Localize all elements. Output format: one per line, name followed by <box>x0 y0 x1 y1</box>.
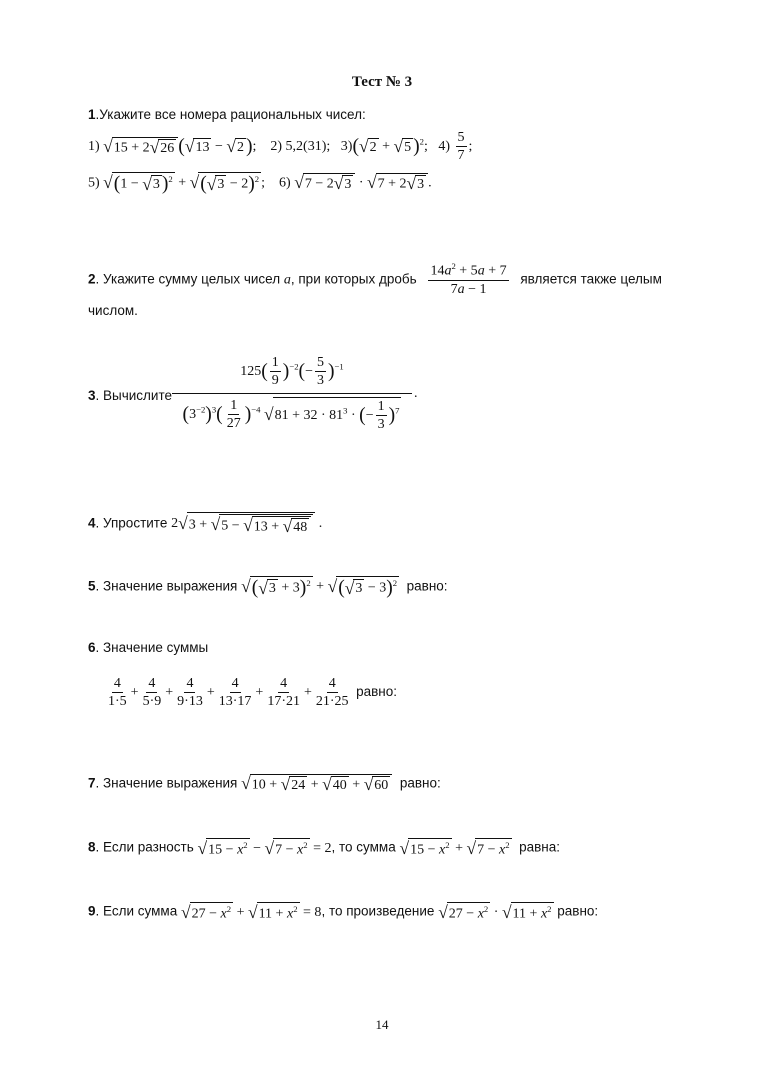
problem-1-text: .Укажите все номера рациональных чисел: <box>95 107 366 122</box>
problem-5-end: равно: <box>406 578 448 594</box>
problem-6-text: . Значение суммы <box>95 640 209 655</box>
problem-2-variable: a <box>283 272 291 288</box>
problem-4-statement: 4. Упростите 2 √ 3 + √ 5 − √ 13 + √ 48 . <box>88 513 323 537</box>
option-3-label: 3) <box>340 139 353 155</box>
option-2-label: 2) 5,2(31); <box>270 139 331 155</box>
problem-8-end: равна: <box>519 839 560 855</box>
option-5-label: 5) <box>88 175 100 191</box>
problem-8-statement: 8. Если разность √ $15 - x^2$ − √ $7 - x^2$ = 2, то сумма √ $15 - x^2$ + √ $7 - x^2$ равна: <box>88 837 560 858</box>
option-4-semicolon: ; <box>468 139 473 155</box>
problem-7-end: равно: <box>399 775 441 791</box>
problem-5-statement: 5. Значение выражения √ ( √ 3 + 3)$^2$ + √ ( √ 3 − 3)$^2$ равно: <box>88 576 448 599</box>
problem-7-number: 7 <box>88 775 96 791</box>
problem-6-end: равно: <box>356 684 397 700</box>
problem-9-number: 9 <box>88 903 96 919</box>
page-title: Тест № 3 <box>351 74 413 90</box>
problem-3-statement <box>88 388 172 403</box>
problem-9-mid: , то произведение <box>321 903 435 919</box>
problem-5-text: . Значение выражения <box>95 578 238 594</box>
problem-3-number: 3 <box>88 388 96 403</box>
problem-7-statement: 7. Значение выражения √ 10 + √ 24 + √ 40 + √ 60 равно: <box>88 773 441 795</box>
problem-7-text: . Значение выражения <box>95 775 238 791</box>
option-4-label: 4) <box>438 139 451 155</box>
problem-1-number: 1 <box>88 107 96 122</box>
problem-6-statement <box>88 640 208 655</box>
page-number: 14 <box>375 1017 389 1032</box>
problem-8-mid: , то сумма <box>331 839 396 855</box>
problem-8-text: . Если разность <box>95 839 194 855</box>
problem-9-end: равно: <box>557 903 599 919</box>
problem-1-line-1: 1) √ 15 + 2 √ 26 ( √ 13 − √ 2 ); 2) 5,2(31); 3)( √ 2 + √ 5 )$^2$; 4) $\frac{5}{7}$ ; <box>88 130 473 164</box>
problem-3-period: . <box>414 386 418 401</box>
problem-8-number: 8 <box>88 839 96 855</box>
problem-5-number: 5 <box>88 578 96 594</box>
problem-6-expression: $\frac{4}{1\cdot 5}$ + $\frac{4}{5\cdot 9}$ + $\frac{4}{9\cdot 13}$ + $\frac{4}{13\cdot 17}$ + $\frac{4}{17\cdot 21}$ + $\frac{4}{21\cdot 25}$ равно: <box>108 676 397 710</box>
problem-6-number: 6 <box>88 640 96 655</box>
problem-2-text: . Укажите сумму целых чисел <box>95 271 281 287</box>
problem-2-statement: 2. Укажите сумму целых чисел a, при которых дробь $\frac{14a^2 + 5a + 7}{7a - 1}$ является также целым <box>88 261 662 298</box>
problem-4-text: . Упростите <box>95 515 168 531</box>
problem-1-statement <box>88 107 366 122</box>
problem-1-line-2: 5) √ (1 − √ 3 )$^2$ + √ ( √ 3 − 2)$^2$ ; 6) √ 7 − 2 √ 3 · √ 7 + 2 √ 3 . <box>88 172 432 195</box>
problem-2-text-3: является также целым <box>520 271 662 287</box>
problem-2-number: 2 <box>88 271 96 287</box>
problem-3-text: . Вычислите <box>95 388 173 403</box>
problem-9-statement: 9. Если сумма √ $27 - x^2$ + √ $11 + x^2$ = 8, то произведение √ $27 - x^2$ · √ $11 + x^2$ равно: <box>88 901 599 922</box>
option-6-label: 6) <box>279 175 291 191</box>
option-1-label: 1) <box>88 139 100 155</box>
problem-4-number: 4 <box>88 515 96 531</box>
problem-2-continuation: числом. <box>88 303 138 318</box>
problem-9-text: . Если сумма <box>95 903 178 919</box>
problem-3-expression: 125( $\frac{1}{9}$ )$^{-2}$(− $\frac{5}{3}$ )$^{-1}$ $(3^{-2})^3$( $\frac{1}{27}$ )$^{-4}$ √ $81 + 32 \cdot 81^3$ · (− $\frac{1}{3}$ )$^7$ <box>172 355 412 433</box>
problem-2-text-2: , при которых дробь <box>290 271 417 287</box>
